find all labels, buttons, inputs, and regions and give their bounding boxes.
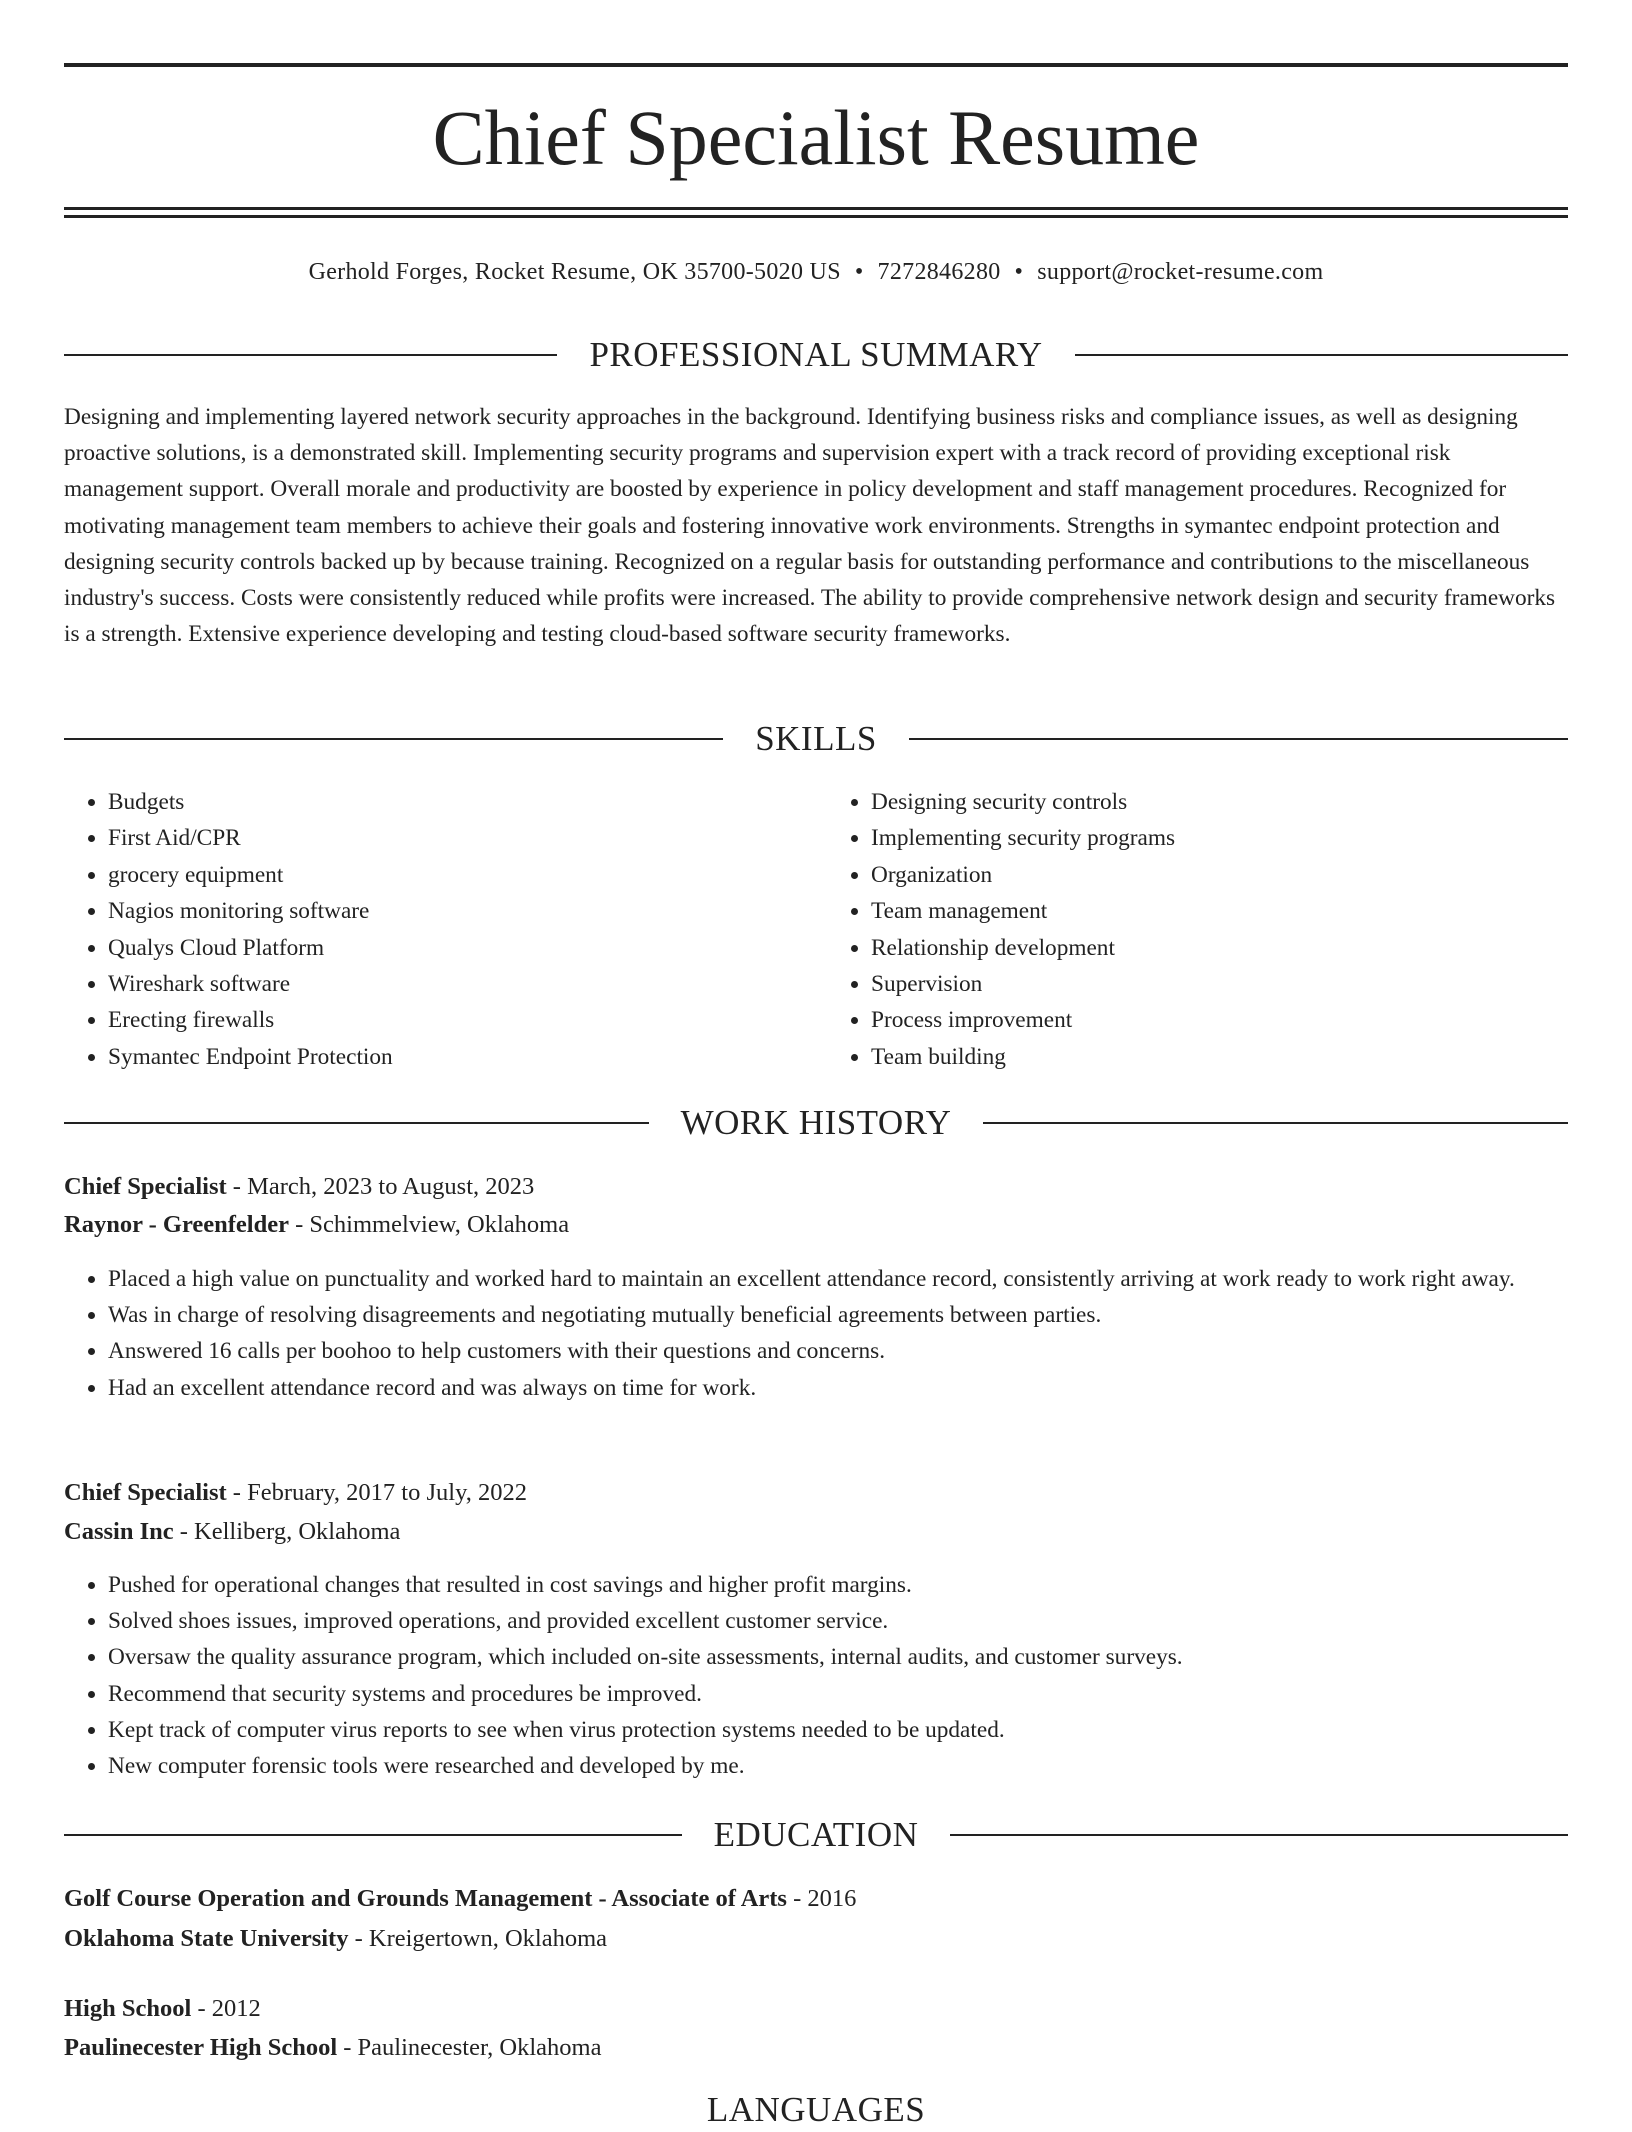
education-school: Oklahoma State University <box>64 1925 349 1952</box>
heading-rule-left <box>64 354 557 356</box>
section-heading-work-history <box>64 1101 1568 1145</box>
section-heading-languages <box>64 2088 1568 2132</box>
job-company-line <box>64 1514 1568 1550</box>
skill-item: • Team management <box>871 893 1568 929</box>
duty-item: • Answered 16 calls per boohoo to help customers with their questions and concerns. <box>108 1333 1612 1369</box>
skill-item: • Supervision <box>871 966 1568 1002</box>
skill-item: • Wireshark software <box>108 966 805 1002</box>
education-year: - 2012 <box>191 1995 261 2022</box>
contact-separator: • <box>854 259 864 285</box>
duty-item: • Was in charge of resolving disagreements and negotiating mutually beneficial agreements between parties. <box>108 1297 1612 1333</box>
education-year: - 2016 <box>786 1885 857 1912</box>
heading-rule-right <box>1075 354 1568 356</box>
duty-item: • Solved shoes issues, improved operations, and provided excellent customer service. <box>108 1603 1612 1639</box>
skill-item: • Implementing security programs <box>871 820 1568 856</box>
heading-rule-left <box>64 1122 649 1124</box>
section-heading-summary <box>64 333 1568 377</box>
section-heading-education <box>64 1813 1568 1857</box>
skill-item: • Organization <box>871 857 1568 893</box>
contact-line <box>64 254 1568 290</box>
heading-rule-left <box>64 2109 675 2111</box>
job-location: - Schimmelview, Oklahoma <box>289 1211 570 1238</box>
job-title: Chief Specialist <box>64 1479 227 1506</box>
skill-item: • Erecting firewalls <box>108 1002 805 1038</box>
skill-item: • First Aid/CPR <box>108 820 805 856</box>
top-rule <box>64 63 1568 67</box>
contact-address: Gerhold Forges, Rocket Resume, OK 35700-5020 US <box>308 259 841 285</box>
heading-rule-right <box>983 1122 1568 1124</box>
skill-item: • Nagios monitoring software <box>108 893 805 929</box>
skill-item: • Team building <box>871 1039 1568 1075</box>
education-degree: Golf Course Operation and Grounds Management - Associate of Arts <box>64 1885 787 1912</box>
job-title-line <box>64 1475 1568 1511</box>
education-degree: High School <box>64 1995 192 2022</box>
job-duties <box>64 1261 1612 1406</box>
section-title: WORK HISTORY <box>680 1103 952 1142</box>
resume-title: Chief Specialist Resume <box>432 94 1200 181</box>
education-location: - Paulinecester, Oklahoma <box>337 2034 602 2061</box>
job-duties <box>64 1567 1612 1784</box>
duty-item: • Oversaw the quality assurance program, which included on-site assessments, internal audits, and customer surveys. <box>108 1639 1612 1675</box>
contact-phone: 7272846280 <box>877 259 1001 285</box>
education-location: - Kreigertown, Oklahoma <box>348 1925 607 1952</box>
title-rule-lower <box>64 215 1568 218</box>
heading-rule-left <box>64 1834 682 1836</box>
section-title: SKILLS <box>755 719 877 758</box>
job-dates: - February, 2017 to July, 2022 <box>226 1479 527 1506</box>
heading-rule-left <box>64 738 723 740</box>
job-company: Raynor - Greenfelder <box>64 1211 289 1238</box>
skill-item: • Budgets <box>108 784 805 820</box>
contact-email: support@rocket-resume.com <box>1037 259 1324 285</box>
summary-text: Designing and implementing layered network security approaches in the background. Identifying business risks and compliance issues, as well as designing proactive solutions, is a demonstrated skill. Implementing security programs and supervision expert with a track record of providing exceptional risk management support. Overall morale and productivity are boosted by experience in policy development and staff management procedures. Recognized for motivating management team members to achieve their goals and fostering innovative work environments. Strengths in symantec endpoint protection and designing security controls backed up by because training. Recognized on a regular basis for outstanding performance and contributions to the miscellaneous industry's success. Costs were consistently reduced while profits were increased. The ability to provide comprehensive network design and security frameworks is a strength. Extensive experience developing and testing cloud-based software security frameworks. <box>64 404 1556 648</box>
job-dates: - March, 2023 to August, 2023 <box>226 1173 535 1200</box>
duty-item: • Recommend that security systems and procedures be improved. <box>108 1676 1612 1712</box>
heading-rule-right <box>957 2109 1568 2111</box>
duty-item: • Pushed for operational changes that resulted in cost savings and higher profit margins. <box>108 1567 1612 1603</box>
heading-rule-right <box>909 738 1568 740</box>
job-title-line <box>64 1169 1568 1205</box>
job-title: Chief Specialist <box>64 1173 227 1200</box>
education-degree-line <box>64 1991 1568 2027</box>
education-school-line <box>64 1921 1568 1957</box>
section-title: LANGUAGES <box>706 2090 926 2129</box>
job-company: Cassin Inc <box>64 1518 174 1545</box>
section-heading-skills <box>64 717 1568 761</box>
duty-item: • Kept track of computer virus reports to see when virus protection systems needed to be updated. <box>108 1712 1612 1748</box>
section-title: PROFESSIONAL SUMMARY <box>589 335 1043 374</box>
skill-item: • Qualys Cloud Platform <box>108 930 805 966</box>
job-location: - Kelliberg, Oklahoma <box>173 1518 401 1545</box>
skill-item: • Process improvement <box>871 1002 1568 1038</box>
title-rule-upper <box>64 207 1568 210</box>
duty-item: • New computer forensic tools were researched and developed by me. <box>108 1748 1612 1784</box>
skill-item: • Relationship development <box>871 930 1568 966</box>
education-degree-line <box>64 1881 1568 1917</box>
job-company-line <box>64 1207 1568 1243</box>
duty-item: • Had an excellent attendance record and was always on time for work. <box>108 1370 1612 1406</box>
skills-column-right <box>805 784 1568 1075</box>
education-school-line <box>64 2030 1568 2066</box>
skills-list <box>64 784 1568 1075</box>
duty-item: • Placed a high value on punctuality and worked hard to maintain an excellent attendance record, consistently arriving at work ready to work right away. <box>108 1261 1612 1297</box>
heading-rule-right <box>950 1834 1568 1836</box>
skills-column-left <box>64 784 805 1075</box>
contact-separator: • <box>1014 259 1024 285</box>
skill-item: • Designing security controls <box>871 784 1568 820</box>
skill-item: • grocery equipment <box>108 857 805 893</box>
section-title: EDUCATION <box>713 1815 919 1854</box>
education-school: Paulinecester High School <box>64 2034 338 2061</box>
skill-item: • Symantec Endpoint Protection <box>108 1039 805 1075</box>
